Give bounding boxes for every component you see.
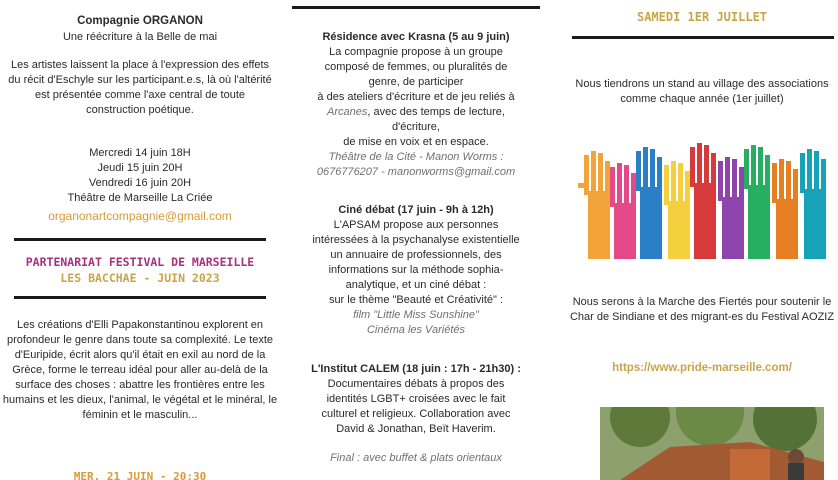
hand-icon xyxy=(664,161,690,259)
krasna-line: de mise en voix et en espace. xyxy=(343,136,489,148)
hand-icon xyxy=(800,149,826,259)
organon-title: Compagnie ORGANON xyxy=(77,15,203,27)
film-title: film "Little Miss Sunshine" xyxy=(353,309,479,321)
calem-block xyxy=(284,362,548,466)
partnership-subtitle: LES BACCHAE - JUIN 2023 xyxy=(60,271,220,285)
bacchae-date: MER. 21 JUIN - 20:30 xyxy=(73,470,207,480)
calem-line: Documentaires débats à propos des xyxy=(327,378,505,390)
calem-line: culturel et religieux. Collaboration avec xyxy=(321,408,511,420)
organon-description: Les artistes laissent la place à l'expression des effets du récit d'Eschyle sur les participant.e.s, là où l'altérité est présentée comme l'axe central de toute construction poétique. xyxy=(8,59,272,116)
krasna-line: Arcanes, avec des temps de lecture, xyxy=(327,106,505,118)
cine-line: intéressées à la psychanalyse existentielle xyxy=(312,234,520,246)
hand-icon xyxy=(578,151,610,259)
divider xyxy=(572,36,834,39)
krasna-block xyxy=(284,30,548,180)
photo-image xyxy=(600,407,824,480)
hand-icon xyxy=(718,157,744,259)
cine-debat-block xyxy=(284,203,548,338)
raised-hands-illustration xyxy=(574,143,832,259)
cine-line: L'APSAM propose aux personnes xyxy=(333,219,499,231)
organon-email-link[interactable]: organonartcompagnie@gmail.com xyxy=(48,209,232,223)
stand-announcement: Nous tiendrons un stand au village des associations comme chaque année (1er juillet) xyxy=(575,78,829,105)
cinema-name: Cinéma les Variétés xyxy=(366,324,466,336)
hand-icon xyxy=(772,159,798,259)
organon-dates xyxy=(0,146,280,224)
divider xyxy=(14,296,266,299)
cine-line: analytique, et un ciné débat : xyxy=(345,279,487,291)
organon-subtitle: Une réécriture à la Belle de mai xyxy=(62,31,218,43)
date-line: Mercredi 14 juin 18H xyxy=(89,147,191,159)
cine-line: un annuaire de professionnels, des xyxy=(330,249,502,261)
column-pride xyxy=(566,0,838,480)
krasna-line: genre, de participer xyxy=(368,76,464,88)
krasna-title: Résidence avec Krasna (5 au 9 juin) xyxy=(322,31,510,43)
date-heading: SAMEDI 1ER JUILLET xyxy=(636,10,768,24)
krasna-contact: Théâtre de la Cité - Manon Worms : xyxy=(328,151,504,163)
hand-icon xyxy=(610,163,636,259)
divider xyxy=(14,238,266,241)
arcanes-italic: Arcanes xyxy=(327,106,368,118)
venue-line: Théâtre de Marseille La Criée xyxy=(67,192,213,204)
march-announcement: Nous serons à la Marche des Fiertés pour soutenir le Char de Sindiane et des migrant-es du Festival AOZIZ xyxy=(569,296,835,323)
krasna-line: à des ateliers d'écriture et de jeu reliés à xyxy=(317,91,515,103)
column-organon xyxy=(0,0,280,480)
partnership-title: PARTENARIAT FESTIVAL DE MARSEILLE xyxy=(25,255,255,269)
calem-line: David & Jonathan, Beït Haverim. xyxy=(336,423,496,435)
date-line: Vendredi 16 juin 20H xyxy=(88,177,192,189)
hand-icon xyxy=(690,143,716,259)
calem-line: identités LGBT+ croisées avec le fait xyxy=(326,393,506,405)
partnership-heading xyxy=(0,254,280,286)
cine-debat-title: Ciné débat (17 juin - 9h à 12h) xyxy=(338,204,494,216)
calem-title: L'Institut CALEM (18 juin : 17h - 21h30) : xyxy=(311,363,521,375)
calem-final: Final : avec buffet & plats orientaux xyxy=(330,452,502,464)
krasna-line: composé de femmes, ou pluralités de xyxy=(324,61,508,73)
cine-line: sur le thème "Beauté et Créativité" : xyxy=(328,294,504,306)
divider xyxy=(292,6,540,9)
column-events xyxy=(284,0,548,480)
krasna-line: La compagnie propose à un groupe xyxy=(329,46,503,58)
krasna-line: d'écriture, xyxy=(392,121,440,133)
krasna-contact-phone-email[interactable]: 0676776207 - manonworms@gmail.com xyxy=(316,166,516,178)
date-line: Jeudi 15 juin 20H xyxy=(97,162,183,174)
cine-line: informations sur la méthode sophia- xyxy=(328,264,504,276)
bacchae-description: Les créations d'Elli Papakonstantinou explorent en profondeur le genre dans toute sa complexité. Le texte d'Euripide, écrit alors qu'il était en exil au nord de la Grèce, forme le terreau idéal pour aller au-delà de la surface des choses : abattre les frontières entre les humains et les dieux, l'animal, le végétal et le minéral, le féminin et le masculin... xyxy=(2,319,278,421)
pride-march-photo xyxy=(600,407,824,480)
hand-icon xyxy=(744,145,770,259)
pride-website-link[interactable]: https://www.pride-marseille.com/ xyxy=(612,362,792,374)
hand-icon xyxy=(636,147,662,259)
